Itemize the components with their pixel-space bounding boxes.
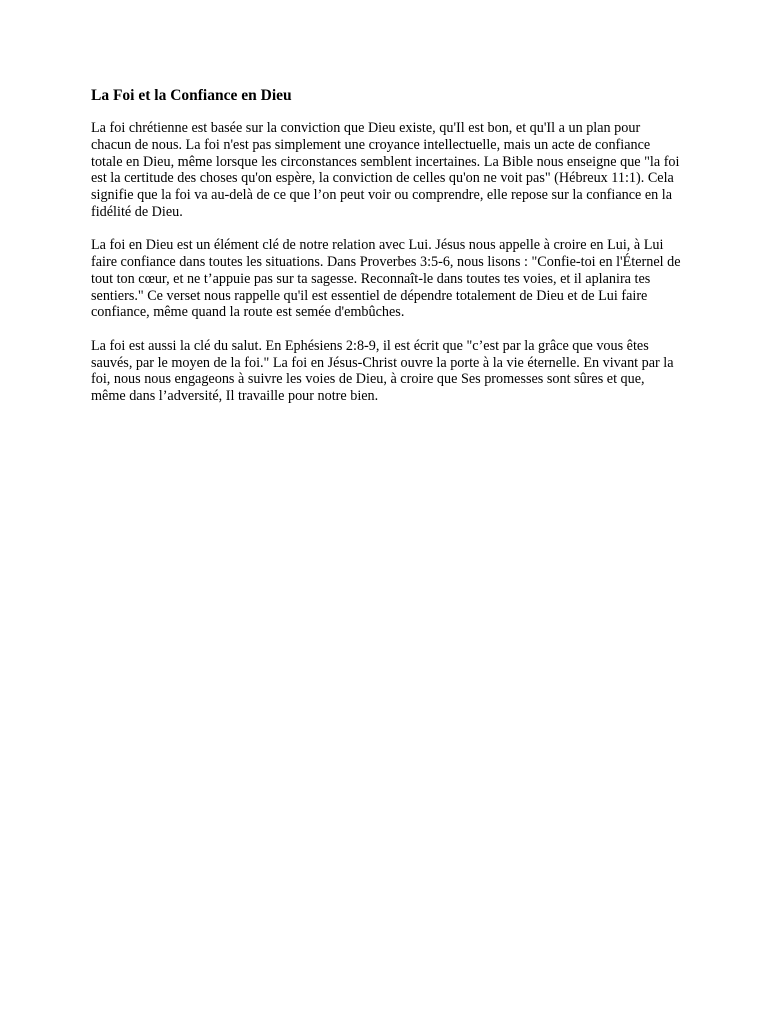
paragraph-2: La foi en Dieu est un élément clé de notre relation avec Lui. Jésus nous appelle à croire en Lui, à Lui faire confiance dans toutes les situations. Dans Proverbes 3:5-6, nous lisons : "Confie-toi en l'Éternel de tout ton cœur, et ne t’appuie pas sur ta sagesse. Reconnaît-le dans toutes tes voies, et il aplanira tes sentiers." Ce verset nous rappelle qu'il est essentiel de dépendre totalement de Dieu et de Lui faire confiance, même quand la route est semée d'embûches. bbox=[91, 237, 681, 321]
document-body bbox=[91, 85, 681, 405]
paragraph-1: La foi chrétienne est basée sur la conviction que Dieu existe, qu'Il est bon, et qu'Il a un plan pour chacun de nous. La foi n'est pas simplement une croyance intellectuelle, mais un acte de confiance totale en Dieu, même lorsque les circonstances semblent incertaines. La Bible nous enseigne que "la foi est la certitude des choses qu'on espère, la conviction de celles qu'on ne voit pas" (Hébreux 11:1). Cela signifie que la foi va au-delà de ce que l’on peut voir ou comprendre, elle repose sur la confiance en la fidélité de Dieu. bbox=[91, 120, 680, 220]
paragraph-3: La foi est aussi la clé du salut. En Ephésiens 2:8-9, il est écrit que "c’est par la grâce que vous êtes sauvés, par le moyen de la foi." La foi en Jésus-Christ ouvre la porte à la vie éternelle. En vivant par la foi, nous nous engageons à suivre les voies de Dieu, à croire que Ses promesses sont sûres et que, même dans l’adversité, Il travaille pour notre bien. bbox=[91, 337, 674, 405]
document-title: La Foi et la Confiance en Dieu bbox=[91, 87, 292, 104]
